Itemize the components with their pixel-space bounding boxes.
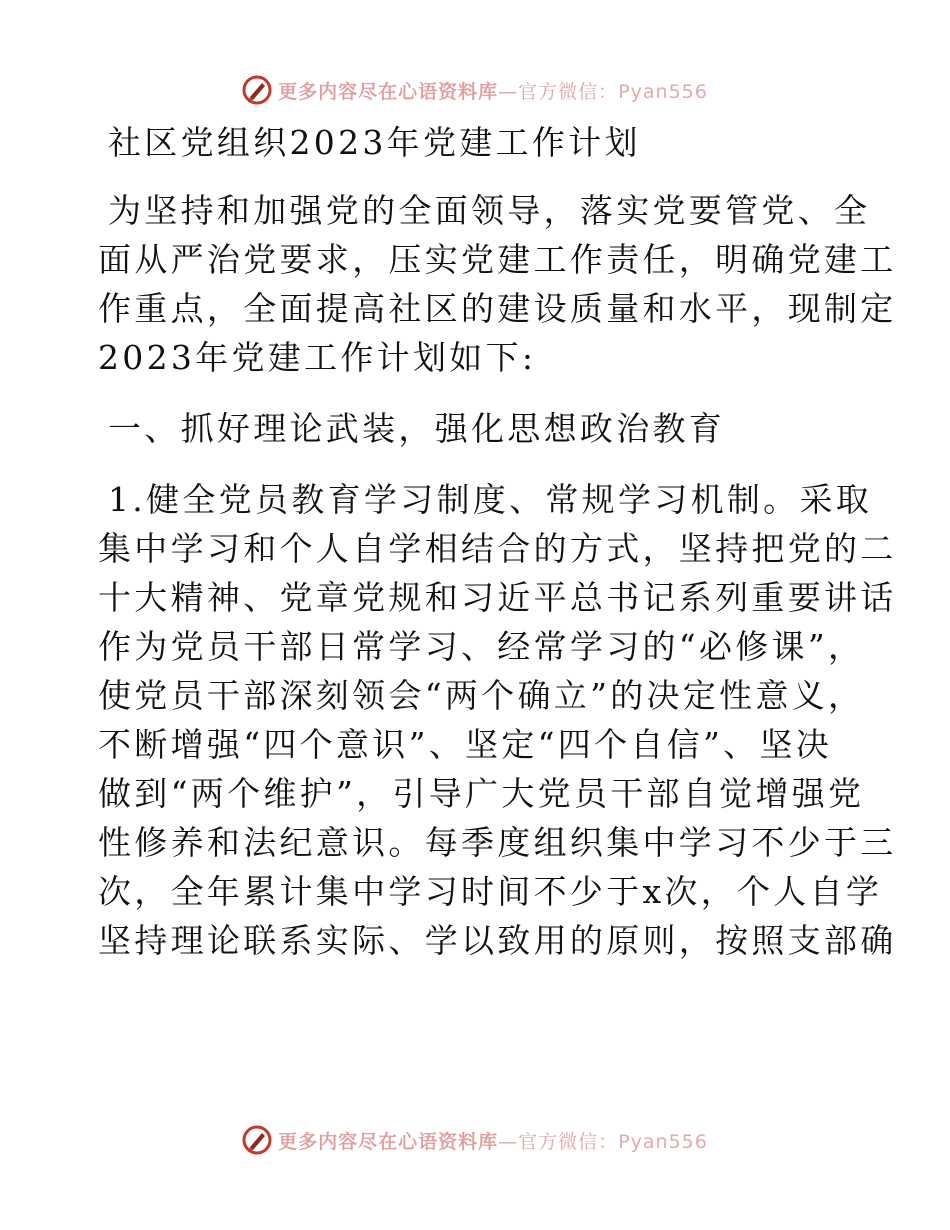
paragraph-line: 作为党员干部日常学习、经常学习的“必修课”，: [98, 627, 865, 666]
paragraph-line: 1.健全党员教育学习制度、常规学习机制。采取: [108, 480, 873, 519]
watermark-wechat-label: 官方微信：: [518, 80, 619, 103]
watermark-separator: —: [498, 80, 519, 103]
watermark-brand: 更多内容尽在心语资料库: [278, 1130, 499, 1153]
pen-logo-icon: [242, 75, 272, 105]
paragraph-line: 性修养和法纪意识。每季度组织集中学习不少于三: [98, 823, 897, 862]
paragraph-line: 坚持理论联系实际、学以致用的原则，按照支部确: [98, 921, 897, 960]
section-heading: 一、抓好理论武装，强化思想政治教育: [108, 409, 726, 448]
paragraph-line: 作重点，全面提高社区的建设质量和水平，现制定: [98, 289, 897, 328]
paragraph-line: 集中学习和个人自学相结合的方式，坚持把党的二: [98, 529, 897, 568]
footer-watermark: [0, 1120, 950, 1160]
watermark-wechat-id: Pyan556: [618, 80, 708, 103]
watermark-separator: —: [498, 1130, 519, 1153]
document-title: 社区党组织2023年党建工作计划: [108, 123, 641, 162]
watermark-wechat-label: 官方微信：: [518, 1130, 619, 1153]
watermark-brand: 更多内容尽在心语资料库: [278, 80, 499, 103]
paragraph-line: 次，全年累计集中学习时间不少于x次，个人自学: [98, 872, 883, 911]
paragraph-line: 做到“两个维护”，引导广大党员干部自觉增强党: [98, 774, 865, 813]
paragraph-line: 2023年党建工作计划如下:: [98, 338, 537, 377]
paragraph-line: 面从严治党要求，压实党建工作责任，明确党建工: [98, 240, 897, 279]
paragraph-line: 为坚持和加强党的全面领导，落实党要管党、全: [108, 191, 871, 230]
intro-paragraph: [98, 186, 897, 382]
watermark-text: [278, 77, 708, 104]
header-watermark: [0, 70, 950, 110]
paragraph-line: 使党员干部深刻领会“两个确立”的决定性意义，: [98, 676, 865, 715]
watermark-wechat-id: Pyan556: [618, 1130, 708, 1153]
paragraph-line: 十大精神、党章党规和习近平总书记系列重要讲话: [98, 578, 897, 617]
paragraph-line: 不断增强“四个意识”、坚定“四个自信”、坚决: [98, 725, 833, 764]
watermark-text: [278, 1127, 708, 1154]
item-paragraph: [98, 475, 897, 965]
document-body: [98, 118, 897, 965]
pen-logo-icon: [242, 1125, 272, 1155]
